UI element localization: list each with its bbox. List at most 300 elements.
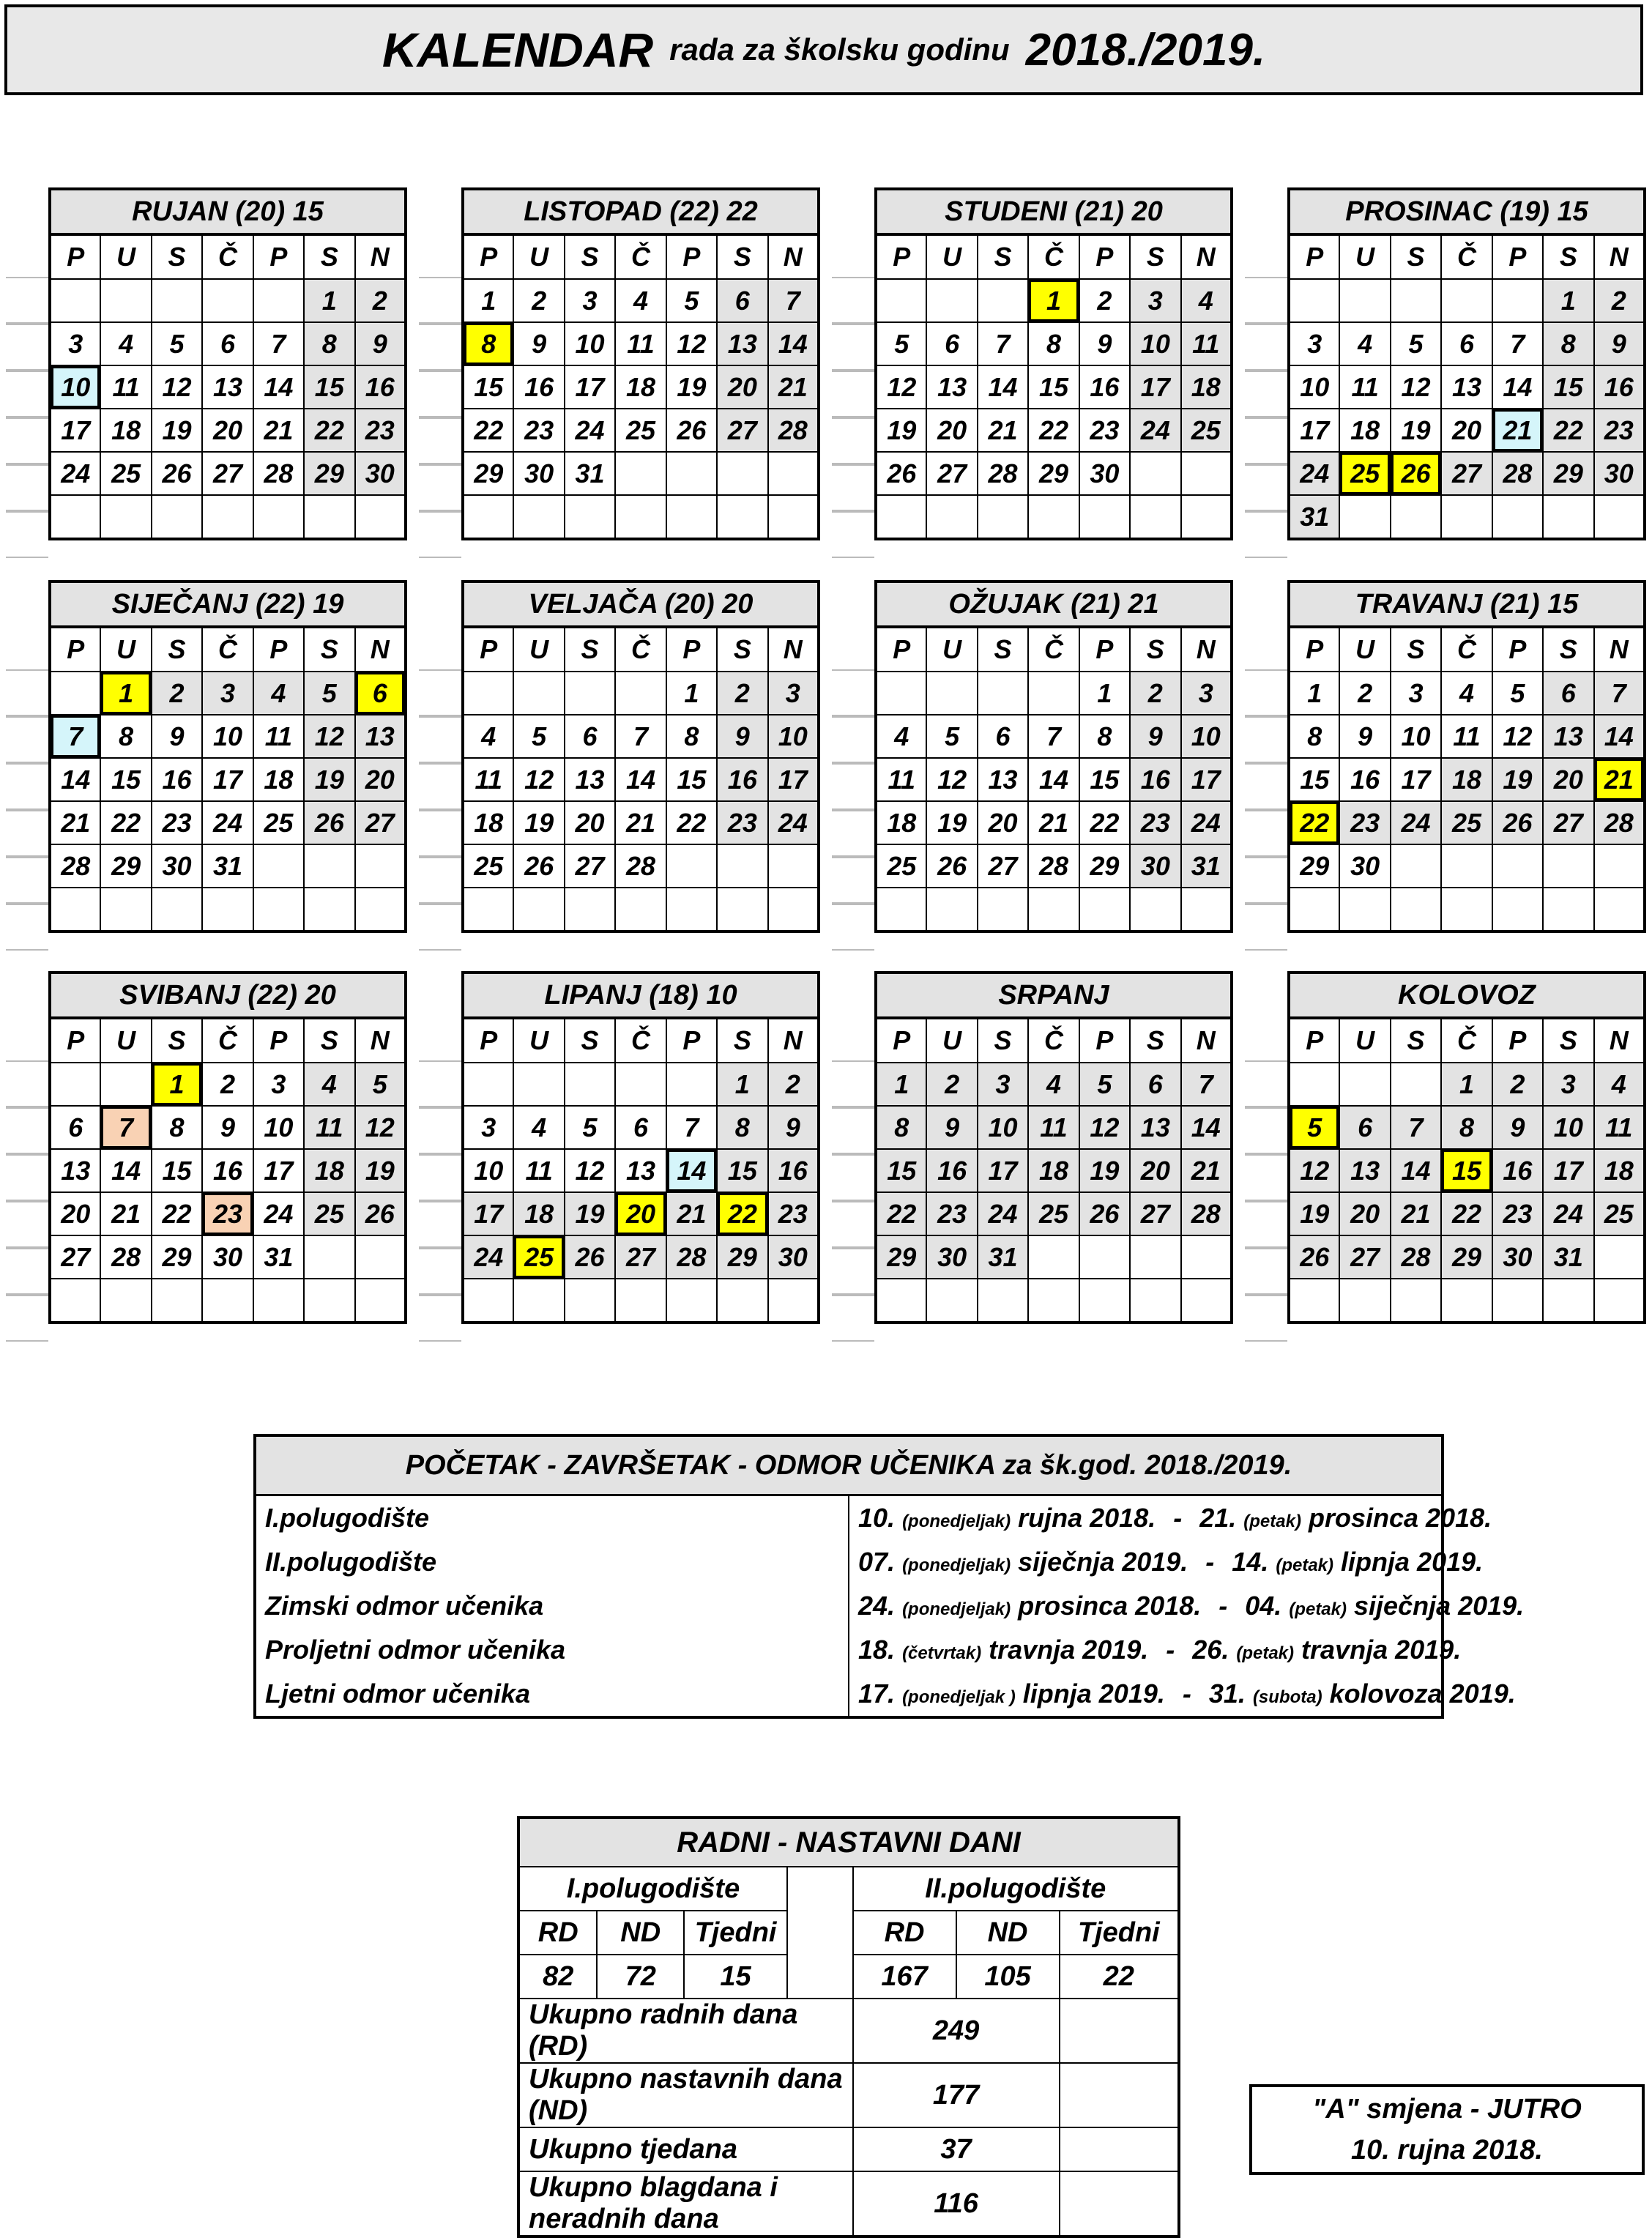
day-cell: 14 — [1594, 715, 1645, 758]
month-calendar — [461, 580, 820, 933]
empty-day-cell — [1543, 1279, 1593, 1323]
day-cell: 24 — [768, 801, 819, 844]
day-cell: 24 — [1130, 409, 1180, 452]
day-cell: 19 — [666, 365, 717, 409]
day-cell: 14 — [1181, 1106, 1232, 1149]
empty-day-cell — [1441, 888, 1492, 932]
day-cell: 24 — [1181, 801, 1232, 844]
weekday-label: P — [876, 627, 926, 672]
empty-day-cell — [1543, 888, 1593, 932]
day-cell: 2 — [202, 1063, 253, 1106]
empty-day-cell — [926, 279, 977, 322]
day-cell: 22 — [100, 801, 151, 844]
weekday-label: P — [1289, 234, 1339, 279]
day-cell: 15 — [1543, 365, 1593, 409]
day-cell: 23 — [717, 801, 767, 844]
day-cell: 15 — [1028, 365, 1079, 409]
shift-box — [1249, 2084, 1645, 2175]
day-cell: 27 — [978, 844, 1028, 888]
day-cell: 1 — [1543, 279, 1593, 322]
weekday-label: Č — [615, 627, 666, 672]
day-cell: 25 — [463, 844, 513, 888]
empty-day-cell — [1391, 1063, 1441, 1106]
empty-day-cell — [463, 1063, 513, 1106]
weekday-label: U — [100, 234, 151, 279]
day-cell: 27 — [1130, 1192, 1180, 1235]
empty-day-cell — [1181, 1279, 1232, 1323]
schedule-label: I.polugodište — [255, 1495, 849, 1541]
empty-day-cell — [1181, 888, 1232, 932]
empty-day-cell — [513, 1279, 564, 1323]
empty-day-cell — [253, 1279, 304, 1323]
weekday-label: P — [876, 1018, 926, 1063]
day-cell: 15 — [1289, 758, 1339, 801]
weekday-label: N — [1181, 234, 1232, 279]
empty-day-cell — [202, 1279, 253, 1323]
empty-cell — [1060, 2063, 1179, 2127]
day-cell: 11 — [463, 758, 513, 801]
weekday-label: S — [565, 627, 615, 672]
empty-day-cell — [1492, 279, 1543, 322]
day-cell: 3 — [1181, 672, 1232, 715]
weekday-label: Č — [202, 627, 253, 672]
empty-day-cell — [1594, 1235, 1645, 1279]
end-weekday: (subota) — [1252, 1687, 1322, 1707]
day-cell: 5 — [1391, 322, 1441, 365]
weekday-label: U — [513, 1018, 564, 1063]
day-cell: 17 — [1181, 758, 1232, 801]
empty-day-cell — [513, 888, 564, 932]
spacer-cell — [787, 1867, 853, 1999]
day-cell: 14 — [1028, 758, 1079, 801]
day-cell: 27 — [926, 452, 977, 495]
day-cell: 22 — [152, 1192, 202, 1235]
day-cell: 28 — [978, 452, 1028, 495]
day-cell: 2 — [768, 1063, 819, 1106]
day-cell: 23 — [1339, 801, 1390, 844]
empty-day-cell — [615, 672, 666, 715]
empty-day-cell — [1339, 888, 1390, 932]
day-cell: 9 — [926, 1106, 977, 1149]
day-cell: 12 — [513, 758, 564, 801]
day-cell: 4 — [1181, 279, 1232, 322]
weekday-label: S — [1543, 627, 1593, 672]
day-cell: 25 — [1339, 452, 1390, 495]
weekday-label: P — [1492, 1018, 1543, 1063]
empty-day-cell — [1594, 844, 1645, 888]
week-number-column — [832, 1060, 874, 1331]
empty-day-cell — [1339, 1063, 1390, 1106]
day-cell: 20 — [50, 1192, 100, 1235]
day-cell: 19 — [355, 1149, 406, 1192]
day-cell: 21 — [253, 409, 304, 452]
day-cell: 14 — [50, 758, 100, 801]
day-cell: 23 — [513, 409, 564, 452]
empty-day-cell — [876, 888, 926, 932]
month-calendar — [461, 187, 820, 540]
day-cell: 12 — [876, 365, 926, 409]
val-weeks-1: 15 — [684, 1955, 787, 1999]
weekday-label: N — [768, 627, 819, 672]
day-cell: 2 — [513, 279, 564, 322]
month-calendar — [48, 580, 407, 933]
day-cell: 28 — [50, 844, 100, 888]
day-cell: 15 — [1441, 1149, 1492, 1192]
weekday-label: U — [926, 234, 977, 279]
day-cell: 5 — [513, 715, 564, 758]
col-weeks-2: Tjedni — [1060, 1911, 1179, 1955]
day-cell: 21 — [1492, 409, 1543, 452]
week-number-column — [832, 669, 874, 940]
weekday-label: S — [1543, 234, 1593, 279]
second-term-header: II.polugodište — [853, 1867, 1179, 1911]
day-cell: 5 — [1289, 1106, 1339, 1149]
schedule-range — [849, 1540, 1484, 1584]
day-cell: 9 — [1130, 715, 1180, 758]
day-cell: 14 — [253, 365, 304, 409]
empty-day-cell — [50, 888, 100, 932]
week-number-column — [419, 277, 461, 547]
day-cell: 10 — [1181, 715, 1232, 758]
empty-day-cell — [978, 1279, 1028, 1323]
schedule-label: Proljetni odmor učenika — [255, 1628, 849, 1672]
empty-day-cell — [152, 888, 202, 932]
day-cell: 12 — [152, 365, 202, 409]
week-number-column — [419, 1060, 461, 1331]
weekday-label: N — [355, 1018, 406, 1063]
day-cell: 27 — [565, 844, 615, 888]
day-cell: 13 — [1130, 1106, 1180, 1149]
day-cell: 7 — [1391, 1106, 1441, 1149]
month-calendar — [1287, 187, 1646, 540]
day-cell: 9 — [1594, 322, 1645, 365]
day-cell: 3 — [1543, 1063, 1593, 1106]
day-cell: 1 — [100, 672, 151, 715]
day-cell: 3 — [1130, 279, 1180, 322]
empty-day-cell — [1181, 452, 1232, 495]
week-number-column — [6, 669, 48, 940]
day-cell: 24 — [1543, 1192, 1593, 1235]
day-cell: 18 — [513, 1192, 564, 1235]
weekday-label: Č — [1441, 1018, 1492, 1063]
day-cell: 13 — [926, 365, 977, 409]
weekday-label: S — [1391, 234, 1441, 279]
empty-day-cell — [615, 1063, 666, 1106]
day-cell: 1 — [152, 1063, 202, 1106]
day-cell: 4 — [1441, 672, 1492, 715]
day-cell: 22 — [717, 1192, 767, 1235]
day-cell: 1 — [876, 1063, 926, 1106]
day-cell: 8 — [1543, 322, 1593, 365]
day-cell: 22 — [1441, 1192, 1492, 1235]
day-cell: 3 — [768, 672, 819, 715]
day-cell: 11 — [513, 1149, 564, 1192]
empty-day-cell — [1339, 279, 1390, 322]
weekday-label: S — [152, 234, 202, 279]
schedule-row — [255, 1540, 1443, 1584]
total-value: 177 — [853, 2063, 1060, 2127]
day-cell: 31 — [1181, 844, 1232, 888]
empty-day-cell — [876, 495, 926, 539]
day-cell: 8 — [1079, 715, 1130, 758]
weekday-label: S — [978, 1018, 1028, 1063]
day-cell: 27 — [1441, 452, 1492, 495]
day-cell: 26 — [304, 801, 354, 844]
day-cell: 5 — [666, 279, 717, 322]
col-rd-2: RD — [853, 1911, 956, 1955]
day-cell: 21 — [768, 365, 819, 409]
empty-day-cell — [1594, 495, 1645, 539]
day-cell: 23 — [1130, 801, 1180, 844]
schedule-label: II.polugodište — [255, 1540, 849, 1584]
day-cell: 22 — [666, 801, 717, 844]
day-cell: 4 — [100, 322, 151, 365]
day-cell: 27 — [1543, 801, 1593, 844]
day-cell: 20 — [202, 409, 253, 452]
empty-day-cell — [513, 672, 564, 715]
month-name: RUJAN (20) 15 — [50, 189, 406, 234]
day-cell: 6 — [202, 322, 253, 365]
week-number-column — [6, 1060, 48, 1331]
empty-day-cell — [1441, 495, 1492, 539]
day-cell: 14 — [666, 1149, 717, 1192]
start-day: 10. — [858, 1503, 896, 1533]
day-cell: 4 — [615, 279, 666, 322]
empty-day-cell — [355, 495, 406, 539]
empty-day-cell — [717, 452, 767, 495]
weekday-label: P — [253, 234, 304, 279]
day-cell: 16 — [1130, 758, 1180, 801]
empty-day-cell — [717, 495, 767, 539]
day-cell: 29 — [876, 1235, 926, 1279]
end-month: lipnja 2019. — [1341, 1547, 1484, 1577]
day-cell: 8 — [1028, 322, 1079, 365]
range-dash: - — [1205, 1547, 1215, 1577]
day-cell: 25 — [513, 1235, 564, 1279]
day-cell: 8 — [1441, 1106, 1492, 1149]
day-cell: 26 — [565, 1235, 615, 1279]
total-label: Ukupno radnih dana (RD) — [518, 1999, 853, 2063]
day-cell: 6 — [978, 715, 1028, 758]
total-value: 37 — [853, 2127, 1060, 2171]
weekday-label: S — [978, 627, 1028, 672]
month-calendar — [48, 187, 407, 540]
schedule-label: Zimski odmor učenika — [255, 1584, 849, 1628]
day-cell: 1 — [463, 279, 513, 322]
empty-day-cell — [876, 672, 926, 715]
day-cell: 6 — [926, 322, 977, 365]
schedule-range — [849, 1584, 1525, 1628]
day-cell: 20 — [565, 801, 615, 844]
day-cell: 21 — [1181, 1149, 1232, 1192]
day-cell: 7 — [768, 279, 819, 322]
end-weekday: (petak) — [1243, 1512, 1301, 1531]
shift-date: 10. rujna 2018. — [1351, 2135, 1543, 2165]
day-cell: 28 — [1028, 844, 1079, 888]
day-cell: 18 — [1181, 365, 1232, 409]
weekday-label: Č — [202, 1018, 253, 1063]
day-cell: 21 — [1594, 758, 1645, 801]
week-number-column — [1245, 669, 1287, 940]
weekday-label: P — [50, 1018, 100, 1063]
empty-day-cell — [355, 844, 406, 888]
empty-day-cell — [565, 888, 615, 932]
empty-day-cell — [666, 452, 717, 495]
empty-day-cell — [1289, 279, 1339, 322]
day-cell: 13 — [565, 758, 615, 801]
day-cell: 3 — [1391, 672, 1441, 715]
weekday-label: S — [1130, 234, 1180, 279]
day-cell: 28 — [1391, 1235, 1441, 1279]
weekday-label: P — [666, 234, 717, 279]
day-cell: 25 — [1441, 801, 1492, 844]
total-label: Ukupno tjedana — [518, 2127, 853, 2171]
month-calendar — [48, 971, 407, 1324]
day-cell: 26 — [666, 409, 717, 452]
weekday-label: U — [926, 1018, 977, 1063]
weekday-label: Č — [615, 234, 666, 279]
start-day: 17. — [858, 1678, 896, 1709]
day-cell: 13 — [1441, 365, 1492, 409]
day-cell: 12 — [1289, 1149, 1339, 1192]
weekday-label: P — [1492, 627, 1543, 672]
day-cell: 11 — [1594, 1106, 1645, 1149]
empty-day-cell — [202, 888, 253, 932]
empty-day-cell — [463, 495, 513, 539]
day-cell: 26 — [152, 452, 202, 495]
range-dash: - — [1182, 1678, 1191, 1709]
day-cell: 7 — [1492, 322, 1543, 365]
day-cell: 1 — [304, 279, 354, 322]
day-cell: 3 — [978, 1063, 1028, 1106]
start-weekday: (ponedjeljak) — [902, 1512, 1011, 1531]
day-cell: 7 — [253, 322, 304, 365]
day-cell: 8 — [304, 322, 354, 365]
day-cell: 19 — [565, 1192, 615, 1235]
empty-day-cell — [1441, 1279, 1492, 1323]
day-cell: 19 — [1492, 758, 1543, 801]
day-cell: 9 — [1339, 715, 1390, 758]
week-number-column — [832, 277, 874, 547]
day-cell: 20 — [926, 409, 977, 452]
day-cell: 30 — [202, 1235, 253, 1279]
day-cell: 9 — [1492, 1106, 1543, 1149]
weekday-label: P — [1492, 234, 1543, 279]
empty-day-cell — [768, 844, 819, 888]
day-cell: 31 — [253, 1235, 304, 1279]
weekday-label: S — [717, 627, 767, 672]
month-calendar — [874, 187, 1233, 540]
weekday-label: S — [304, 234, 354, 279]
day-cell: 19 — [1391, 409, 1441, 452]
empty-day-cell — [100, 1063, 151, 1106]
day-cell: 29 — [100, 844, 151, 888]
day-cell: 15 — [1079, 758, 1130, 801]
month-name: LISTOPAD (22) 22 — [463, 189, 819, 234]
day-cell: 28 — [1181, 1192, 1232, 1235]
day-cell: 22 — [304, 409, 354, 452]
month-calendar — [1287, 971, 1646, 1324]
empty-day-cell — [978, 495, 1028, 539]
day-cell: 1 — [717, 1063, 767, 1106]
empty-day-cell — [1441, 844, 1492, 888]
day-cell: 15 — [717, 1149, 767, 1192]
empty-day-cell — [1130, 1235, 1180, 1279]
end-day: 14. — [1232, 1547, 1269, 1577]
day-cell: 25 — [615, 409, 666, 452]
day-cell: 5 — [1492, 672, 1543, 715]
empty-day-cell — [1289, 888, 1339, 932]
month-calendar — [461, 971, 820, 1324]
week-number-column — [1245, 1060, 1287, 1331]
day-cell: 17 — [1391, 758, 1441, 801]
day-cell: 19 — [1289, 1192, 1339, 1235]
empty-day-cell — [1339, 495, 1390, 539]
empty-day-cell — [1492, 1279, 1543, 1323]
day-cell: 29 — [152, 1235, 202, 1279]
empty-day-cell — [926, 888, 977, 932]
start-day: 24. — [858, 1591, 896, 1621]
month-name: SVIBANJ (22) 20 — [50, 973, 406, 1018]
day-cell: 24 — [463, 1235, 513, 1279]
day-cell: 16 — [926, 1149, 977, 1192]
day-cell: 3 — [50, 322, 100, 365]
day-cell: 19 — [513, 801, 564, 844]
weekday-label: P — [876, 234, 926, 279]
day-cell: 13 — [50, 1149, 100, 1192]
day-cell: 26 — [1289, 1235, 1339, 1279]
day-cell: 14 — [615, 758, 666, 801]
day-cell: 10 — [253, 1106, 304, 1149]
day-cell: 4 — [304, 1063, 354, 1106]
day-cell: 13 — [355, 715, 406, 758]
empty-day-cell — [152, 495, 202, 539]
day-cell: 6 — [355, 672, 406, 715]
weekday-label: U — [513, 234, 564, 279]
empty-day-cell — [50, 1063, 100, 1106]
title-sub: rada za školsku godinu — [669, 32, 1010, 67]
weekday-label: Č — [615, 1018, 666, 1063]
empty-day-cell — [50, 495, 100, 539]
day-cell: 27 — [717, 409, 767, 452]
day-cell: 21 — [978, 409, 1028, 452]
day-cell: 2 — [1130, 672, 1180, 715]
week-number-column — [419, 669, 461, 940]
empty-day-cell — [100, 1279, 151, 1323]
month-calendar — [874, 580, 1233, 933]
empty-day-cell — [1289, 1063, 1339, 1106]
day-cell: 22 — [876, 1192, 926, 1235]
day-cell: 12 — [1079, 1106, 1130, 1149]
end-day: 26. — [1192, 1635, 1229, 1665]
day-cell: 4 — [1028, 1063, 1079, 1106]
weekday-label: P — [253, 1018, 304, 1063]
day-cell: 31 — [1543, 1235, 1593, 1279]
month-name: LIPANJ (18) 10 — [463, 973, 819, 1018]
empty-day-cell — [304, 888, 354, 932]
start-weekday: (ponedjeljak) — [902, 1599, 1011, 1619]
day-cell: 28 — [1594, 801, 1645, 844]
empty-day-cell — [1130, 452, 1180, 495]
day-cell: 6 — [50, 1106, 100, 1149]
day-cell: 9 — [1079, 322, 1130, 365]
empty-day-cell — [978, 279, 1028, 322]
title-main: KALENDAR — [382, 23, 654, 77]
weekday-label: S — [717, 1018, 767, 1063]
day-cell: 7 — [1594, 672, 1645, 715]
empty-day-cell — [1289, 1279, 1339, 1323]
day-cell: 15 — [876, 1149, 926, 1192]
